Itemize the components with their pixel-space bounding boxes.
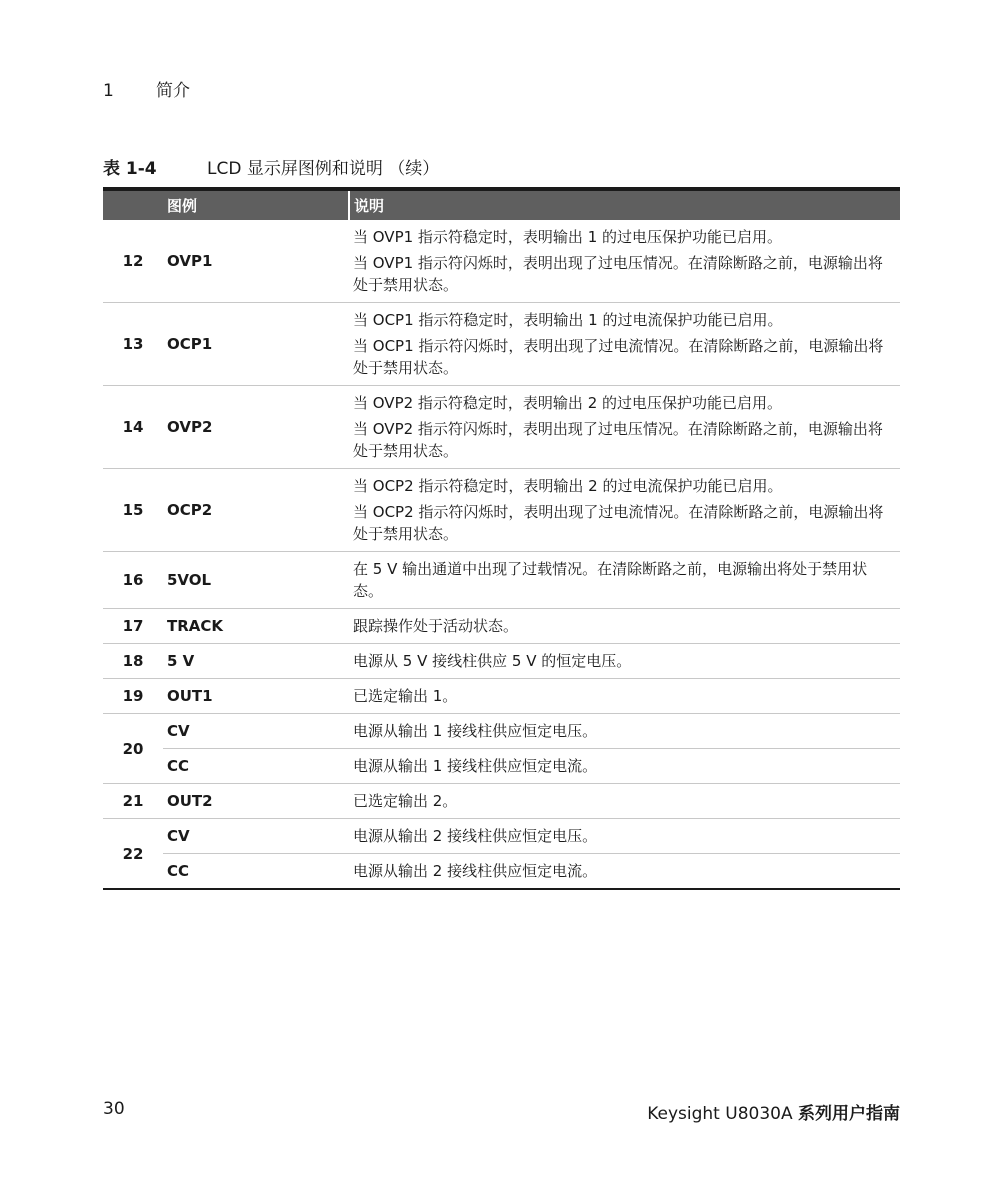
legend-name: CV (163, 819, 349, 854)
description-line: 当 OCP2 指示符稳定时，表明输出 2 的过电流保护功能已启用。 (353, 477, 783, 495)
table-row (103, 220, 900, 303)
row-number: 13 (103, 303, 163, 386)
table-row (103, 714, 900, 749)
legend-name: CC (163, 749, 349, 784)
description-line: 已选定输出 2。 (353, 792, 458, 810)
legend-name: 5 V (163, 644, 349, 679)
legend-description (349, 854, 900, 890)
table-row (103, 552, 900, 609)
description-line: 在 5 V 输出通道中出现了过载情况。在清除断路之前，电源输出将处于禁用状态。 (353, 560, 868, 600)
row-number: 20 (103, 714, 163, 784)
footer-title (647, 1099, 900, 1124)
description-line: 电源从输出 2 接线柱供应恒定电流。 (353, 862, 598, 880)
description-line: 电源从输出 2 接线柱供应恒定电压。 (353, 827, 598, 845)
table-row (103, 749, 900, 784)
description-line: 当 OCP2 指示符闪烁时，表明出现了过电流情况。在清除断路之前，电源输出将处于禁用状态。 (353, 503, 884, 543)
legend-description (349, 784, 900, 819)
table-title: LCD 显示屏图例和说明 （续） (207, 159, 440, 179)
row-number: 12 (103, 220, 163, 303)
description-line: 当 OVP1 指示符闪烁时，表明出现了过电压情况。在清除断路之前，电源输出将处于禁用状态。 (353, 254, 883, 294)
table-label: 表 1-4 (103, 159, 157, 179)
description-line: 电源从输出 1 接线柱供应恒定电流。 (353, 757, 598, 775)
table-row (103, 469, 900, 552)
row-number: 16 (103, 552, 163, 609)
table-row (103, 679, 900, 714)
column-header-number (103, 191, 163, 220)
row-number: 18 (103, 644, 163, 679)
legend-description (349, 552, 900, 609)
table-row (103, 784, 900, 819)
legend-description (349, 644, 900, 679)
legend-description (349, 220, 900, 303)
legend-name: OUT2 (163, 784, 349, 819)
table-row (103, 303, 900, 386)
legend-name: OCP2 (163, 469, 349, 552)
row-number: 22 (103, 819, 163, 890)
footer-product: Keysight U8030A (647, 1104, 793, 1124)
legend-description (349, 819, 900, 854)
table-body (103, 220, 900, 889)
table-row (103, 644, 900, 679)
row-number: 17 (103, 609, 163, 644)
row-number: 15 (103, 469, 163, 552)
legend-name: CC (163, 854, 349, 890)
table-row (103, 609, 900, 644)
chapter-title: 简介 (156, 81, 190, 101)
legend-description (349, 303, 900, 386)
legend-name: OUT1 (163, 679, 349, 714)
legend-name: OVP2 (163, 386, 349, 469)
table-row (103, 854, 900, 890)
table-caption (103, 154, 439, 179)
legend-name: 5VOL (163, 552, 349, 609)
description-line: 电源从 5 V 接线柱供应 5 V 的恒定电压。 (353, 652, 632, 670)
column-header-description: 说明 (349, 191, 900, 220)
description-line: 当 OCP1 指示符稳定时，表明输出 1 的过电流保护功能已启用。 (353, 311, 783, 329)
legend-name: OVP1 (163, 220, 349, 303)
description-line: 当 OVP1 指示符稳定时，表明输出 1 的过电压保护功能已启用。 (353, 228, 783, 246)
row-number: 21 (103, 784, 163, 819)
table-row (103, 386, 900, 469)
row-number: 19 (103, 679, 163, 714)
legend-name: OCP1 (163, 303, 349, 386)
page-number: 30 (103, 1099, 125, 1119)
table-row (103, 819, 900, 854)
legend-description (349, 714, 900, 749)
description-line: 当 OVP2 指示符闪烁时，表明出现了过电压情况。在清除断路之前，电源输出将处于禁用状态。 (353, 420, 883, 460)
description-line: 当 OVP2 指示符稳定时，表明输出 2 的过电压保护功能已启用。 (353, 394, 783, 412)
description-line: 电源从输出 1 接线柱供应恒定电压。 (353, 722, 598, 740)
legend-description (349, 469, 900, 552)
legend-name: TRACK (163, 609, 349, 644)
chapter-header (103, 76, 190, 101)
description-line: 已选定输出 1。 (353, 687, 458, 705)
chapter-number: 1 (103, 81, 114, 101)
legend-description (349, 749, 900, 784)
legend-name: CV (163, 714, 349, 749)
legend-description (349, 386, 900, 469)
description-line: 当 OCP1 指示符闪烁时，表明出现了过电流情况。在清除断路之前，电源输出将处于禁用状态。 (353, 337, 884, 377)
table-header-row (103, 191, 900, 220)
column-header-legend: 图例 (163, 191, 349, 220)
footer-series: 系列用户指南 (798, 1104, 900, 1124)
legend-table (103, 191, 900, 890)
row-number: 14 (103, 386, 163, 469)
legend-description (349, 609, 900, 644)
description-line: 跟踪操作处于活动状态。 (353, 617, 519, 635)
legend-description (349, 679, 900, 714)
